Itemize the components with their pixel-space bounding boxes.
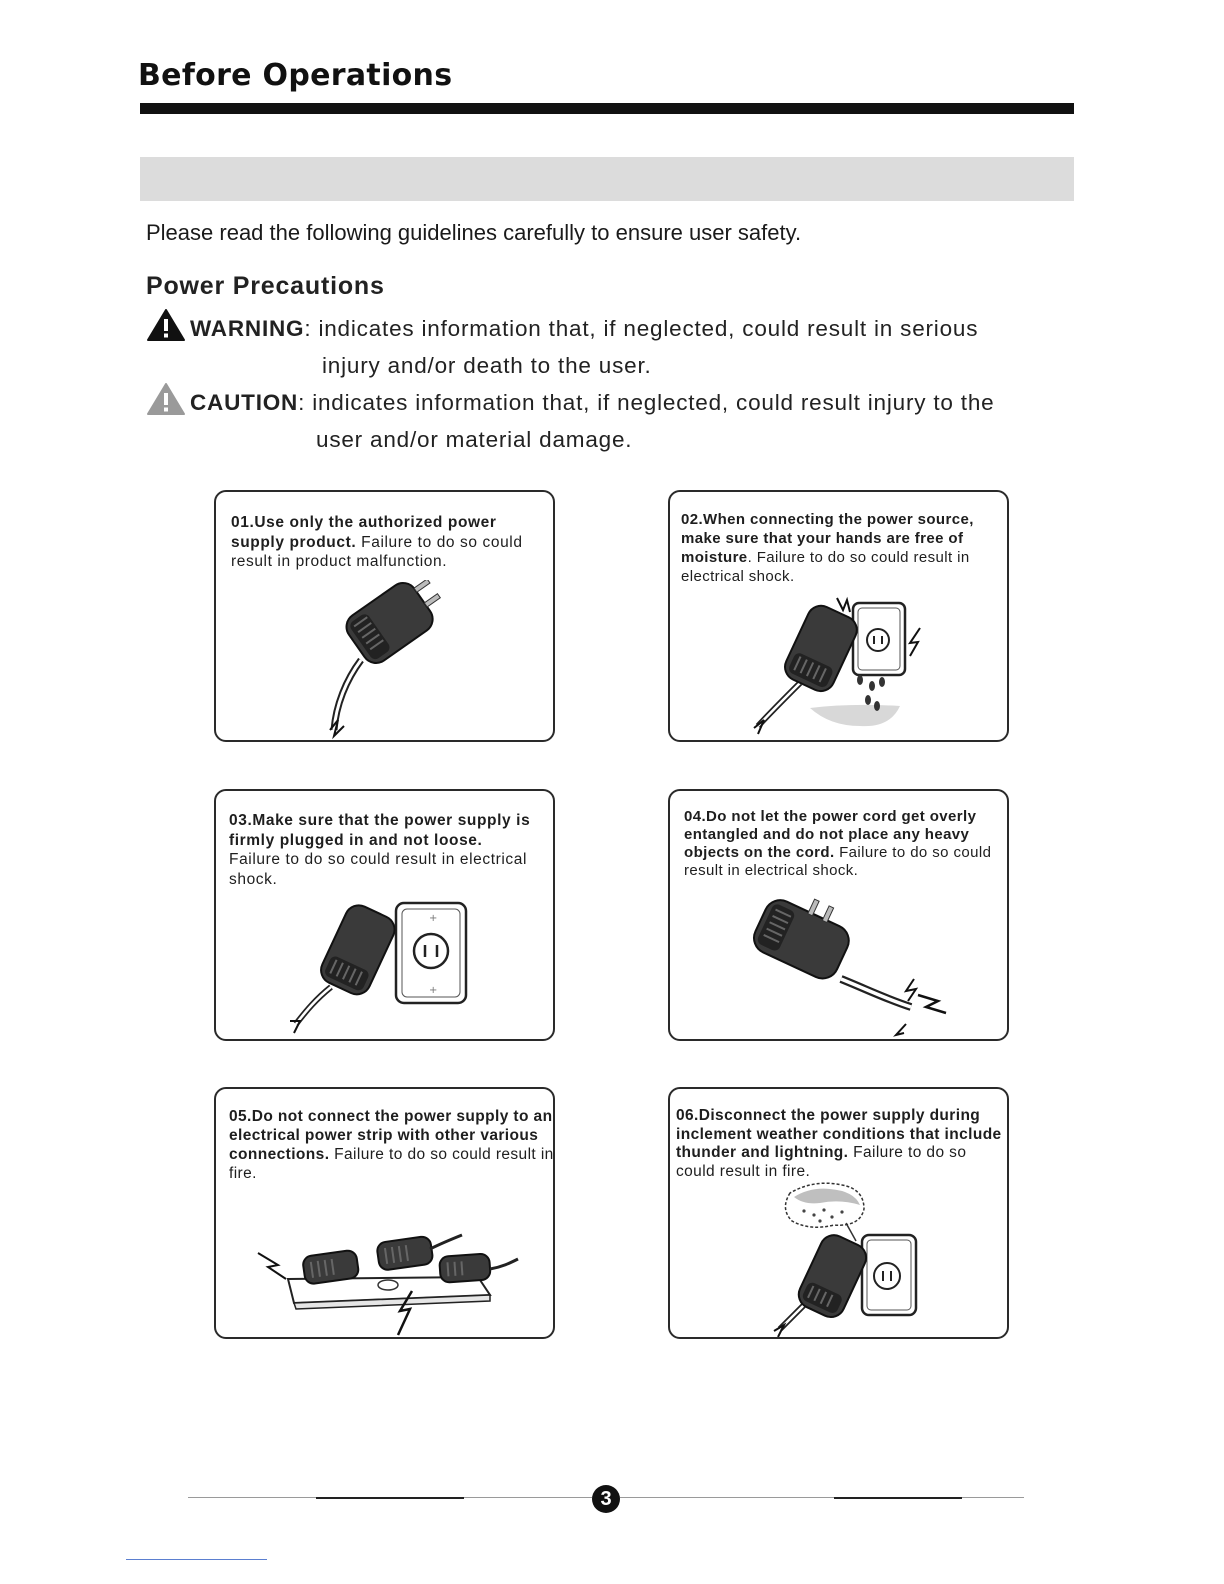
storm-outlet-illustration [770,1179,930,1337]
footer-rule-left-mid [464,1497,592,1498]
caution-keyword: CAUTION [190,390,299,415]
card-text [676,1107,1010,1181]
caution-text-1: : indicates information that, if neglected, could result injury to the [298,390,995,415]
warning-keyword: WARNING [190,316,305,341]
precaution-card-04 [668,789,1009,1041]
card-normal-text: Failure to do so could result in fire. [676,1144,967,1180]
card-bold-text: 05.Do not connect the power supply to an electrical power strip with other various connections. [229,1108,553,1163]
page-title: Before Operations [138,58,453,93]
card-bold-text: 02.When connecting the power source, make sure that your hands are free of moisture [681,511,974,566]
card-bold-text: 04.Do not let the power cord get overly entangled and do not place any heavy objects on the cord. [684,808,977,861]
card-text [231,513,549,572]
card-normal-text: . Failure to do so could result in electrical shock. [681,549,970,585]
card-text [229,811,549,889]
precaution-card-02 [668,490,1009,742]
card-normal-text: Failure to do so could result in electrical shock. [229,851,528,888]
caution-note [146,382,994,458]
footer-rule-left-light [188,1497,316,1498]
card-text [229,1107,555,1183]
intro-text: Please read the following guidelines carefully to ensure user safety. [146,220,802,245]
caution-text-2: user and/or material damage. [316,427,633,452]
precaution-card-03 [214,789,555,1041]
card-normal-text: Failure to do so could result in electrical shock. [684,844,992,879]
card-normal-text: Failure to do so could result in product malfunction. [231,533,523,570]
footer-rule-left-dark [316,1497,464,1499]
caution-triangle-icon [146,382,186,416]
card-bold-text: 03.Make sure that the power supply is firmly plugged in and not loose. [229,812,531,849]
plugged-adapter-illustration [286,899,476,1039]
precaution-card-06 [668,1087,1009,1339]
footer-rule-right-dark [834,1497,962,1499]
card-text [684,808,1006,880]
card-bold-text: 01.Use only the authorized power supply product. [231,514,497,551]
warning-triangle-icon [146,308,186,342]
svg-text:+: + [429,985,438,996]
section-heading: Power Precautions [146,272,385,300]
card-bold-text: 06.Disconnect the power supply during inclement weather conditions that include thunder and lightning. [676,1107,1002,1161]
blue-underline [126,1559,267,1560]
footer-rule-right-end [962,1497,1024,1498]
svg-text:+: + [429,913,438,924]
warning-text-2: injury and/or death to the user. [322,353,652,378]
precaution-card-05 [214,1087,555,1339]
footer-rule-right-light [620,1497,834,1498]
damaged-cord-illustration [746,889,956,1039]
warning-note [146,308,978,384]
wet-outlet-illustration [750,588,950,740]
card-normal-text: Failure to do so could result in fire. [229,1146,554,1182]
gray-band [140,157,1074,201]
title-rule [140,103,1074,114]
warning-text-1: : indicates information that, if neglected, could result in serious [304,316,979,341]
card-text [681,510,1007,586]
power-adapter-illustration [316,580,456,740]
precaution-card-01 [214,490,555,742]
power-strip-illustration [252,1219,532,1337]
page-number: 3 [592,1485,620,1513]
